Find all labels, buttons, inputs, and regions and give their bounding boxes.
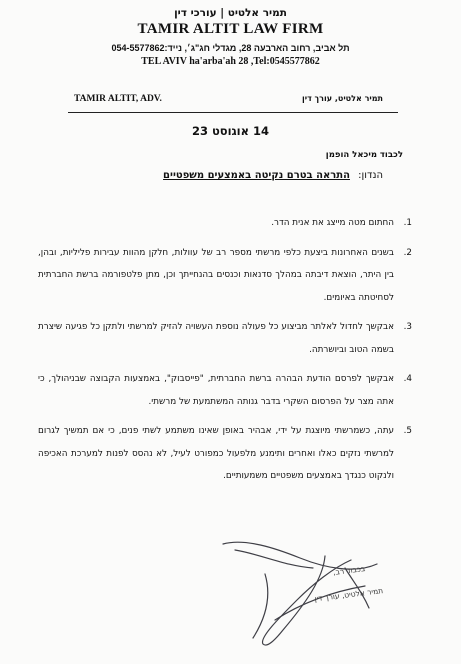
item-text: החתום מטה מייצג את אנית הדר. [271, 218, 394, 228]
header-divider [68, 112, 398, 113]
list-item [38, 316, 412, 361]
firm-address-english: TEL AVIV ha'arba'ah 28 ,Tel:0545577862 [141, 56, 320, 67]
attorney-line [0, 94, 461, 108]
firm-address-hebrew: תל אביב, רחוב הארבעה 28, מגדלי חג"ג׳, נייד:054-5577862 [111, 43, 350, 53]
signature-name: תמיר אלטיט, עורך דין [313, 586, 384, 604]
list-item [38, 212, 412, 235]
item-number: 5. [403, 426, 412, 436]
letter-body [38, 212, 412, 495]
firm-name-hebrew: תמיר אלטיט | עורכי דין [174, 7, 287, 19]
subject-line [163, 170, 383, 181]
firm-name-english: TAMIR ALTIT LAW FIRM [137, 21, 324, 37]
item-number: 4. [403, 374, 412, 384]
attorney-name-english: TAMIR ALTIT, ADV. [74, 94, 162, 104]
item-text: אבקשך לחדול לאלתר מביצוע כל פעולה נוספת העשויה להזיק למרשתי ולתקן כל פגיעה שיצרת בשמה הטוב וביושרתה. [38, 322, 394, 355]
subject-text: התראה בטרם נקיטה באמצעים משפטיים [163, 170, 350, 181]
item-text: עתה, כשמרשתי מיוצגת על ידי, אבהיר באופן שאינו משתמע לשתי פנים, כי אם תמשיך לגרום למרשתי נזקים כאלו ואחרים ותימנע מלפעול כמפורט לעיל, לא נהסס לפנות למערכת האכיפה ולנקוט כנגדך באמצעים משפטיים משמעותיים. [38, 426, 394, 481]
handwritten-signature [205, 534, 405, 654]
signature-closing: בכבוד רב, [332, 564, 366, 577]
item-text: אבקשך לפרסם הודעת הבהרה ברשת החברתית, "פייסבוק", באמצעות הקבוצה שבניהולך, כי אתה מצר על הפרסום השקרי בדבר גנותה המשתמעת של מרשתי. [38, 374, 394, 407]
list-item [38, 368, 412, 413]
attorney-name-hebrew: תמיר אלטיט, עורך דין [301, 94, 383, 103]
list-item [38, 420, 412, 488]
letter-date: 14 אוגוסט 23 [191, 124, 270, 138]
item-number: 2. [403, 247, 412, 258]
letterhead [0, 6, 461, 68]
item-number: 3. [403, 322, 412, 332]
subject-label: הנדון: [358, 170, 383, 181]
recipient: לכבוד מיכאל הופמן [325, 150, 403, 160]
list-item [38, 242, 412, 310]
item-text: בשנים האחרונות ביצעת כלפי מרשתי מספר רב של עוולות, חלקן מהוות עבירות פליליות, ובהן, בין היתר, הוצאת דיבתה במהלך סדנאות וכנסים בהנחייתך וכן, מתן פלטפורמה ברשת החברתית לסחיטתה באיומים. [38, 247, 394, 303]
item-number: 1. [403, 218, 412, 228]
